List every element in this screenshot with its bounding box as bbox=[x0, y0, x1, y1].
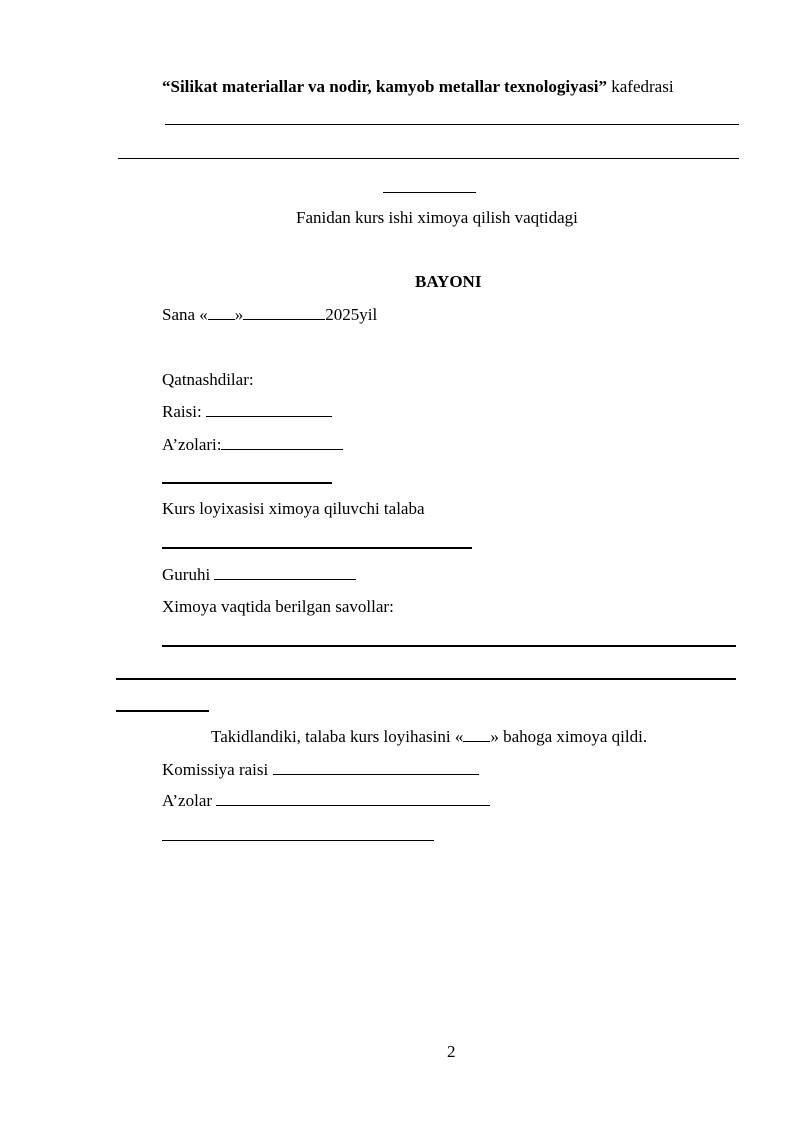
members-blank-2 bbox=[162, 482, 332, 484]
commission-chair-line bbox=[162, 760, 479, 780]
questions-blank-3 bbox=[116, 710, 209, 712]
commission-members-label: A’zolar bbox=[162, 791, 213, 810]
student-label: Kurs loyixasisi ximoya qiluvchi talaba bbox=[162, 499, 425, 518]
group-label: Guruhi bbox=[162, 565, 211, 584]
members-label: A’zolari: bbox=[162, 435, 222, 454]
conclusion-text-before: Takidlandiki, talaba kurs loyihasini « bbox=[211, 727, 464, 746]
commission-chair-blank bbox=[273, 760, 479, 775]
participants-heading: Qatnashdilar: bbox=[162, 370, 254, 389]
document-title: BAYONI bbox=[415, 272, 482, 291]
commission-members-blank bbox=[216, 791, 490, 806]
commission-members-line bbox=[162, 791, 490, 811]
group-blank bbox=[214, 565, 356, 580]
student-name-blank bbox=[162, 547, 472, 549]
date-line bbox=[162, 305, 377, 325]
members-blank bbox=[221, 435, 343, 450]
subject-line: Fanidan kurs ishi ximoya qilish vaqtidagi bbox=[296, 208, 578, 227]
questions-label: Ximoya vaqtida berilgan savollar: bbox=[162, 597, 394, 616]
blank-line-3 bbox=[383, 192, 476, 193]
blank-line-1 bbox=[165, 124, 739, 125]
date-day-blank bbox=[208, 305, 235, 320]
chair-blank bbox=[206, 402, 332, 417]
department-name: “Silikat materiallar va nodir, kamyob metallar texnologiyasi” bbox=[162, 77, 607, 96]
date-year: 2025yil bbox=[325, 305, 378, 324]
grade-blank bbox=[463, 727, 490, 742]
department-word: kafedrasi bbox=[611, 77, 674, 96]
conclusion-line bbox=[211, 727, 647, 747]
members-line bbox=[162, 435, 343, 455]
commission-chair-label: Komissiya raisi bbox=[162, 760, 269, 779]
group-line bbox=[162, 565, 356, 585]
chair-label: Raisi: bbox=[162, 402, 202, 421]
conclusion-text-after: » bahoga ximoya qildi. bbox=[490, 727, 648, 746]
blank-line-2 bbox=[118, 158, 739, 159]
questions-blank-2 bbox=[116, 678, 736, 680]
page-number: 2 bbox=[447, 1042, 456, 1061]
commission-members-blank-2 bbox=[162, 840, 434, 841]
date-close: » bbox=[234, 305, 244, 324]
date-month-blank bbox=[243, 305, 325, 320]
questions-blank-1 bbox=[162, 645, 736, 647]
chair-line bbox=[162, 402, 332, 422]
date-label: Sana « bbox=[162, 305, 208, 324]
department-header bbox=[162, 77, 674, 97]
